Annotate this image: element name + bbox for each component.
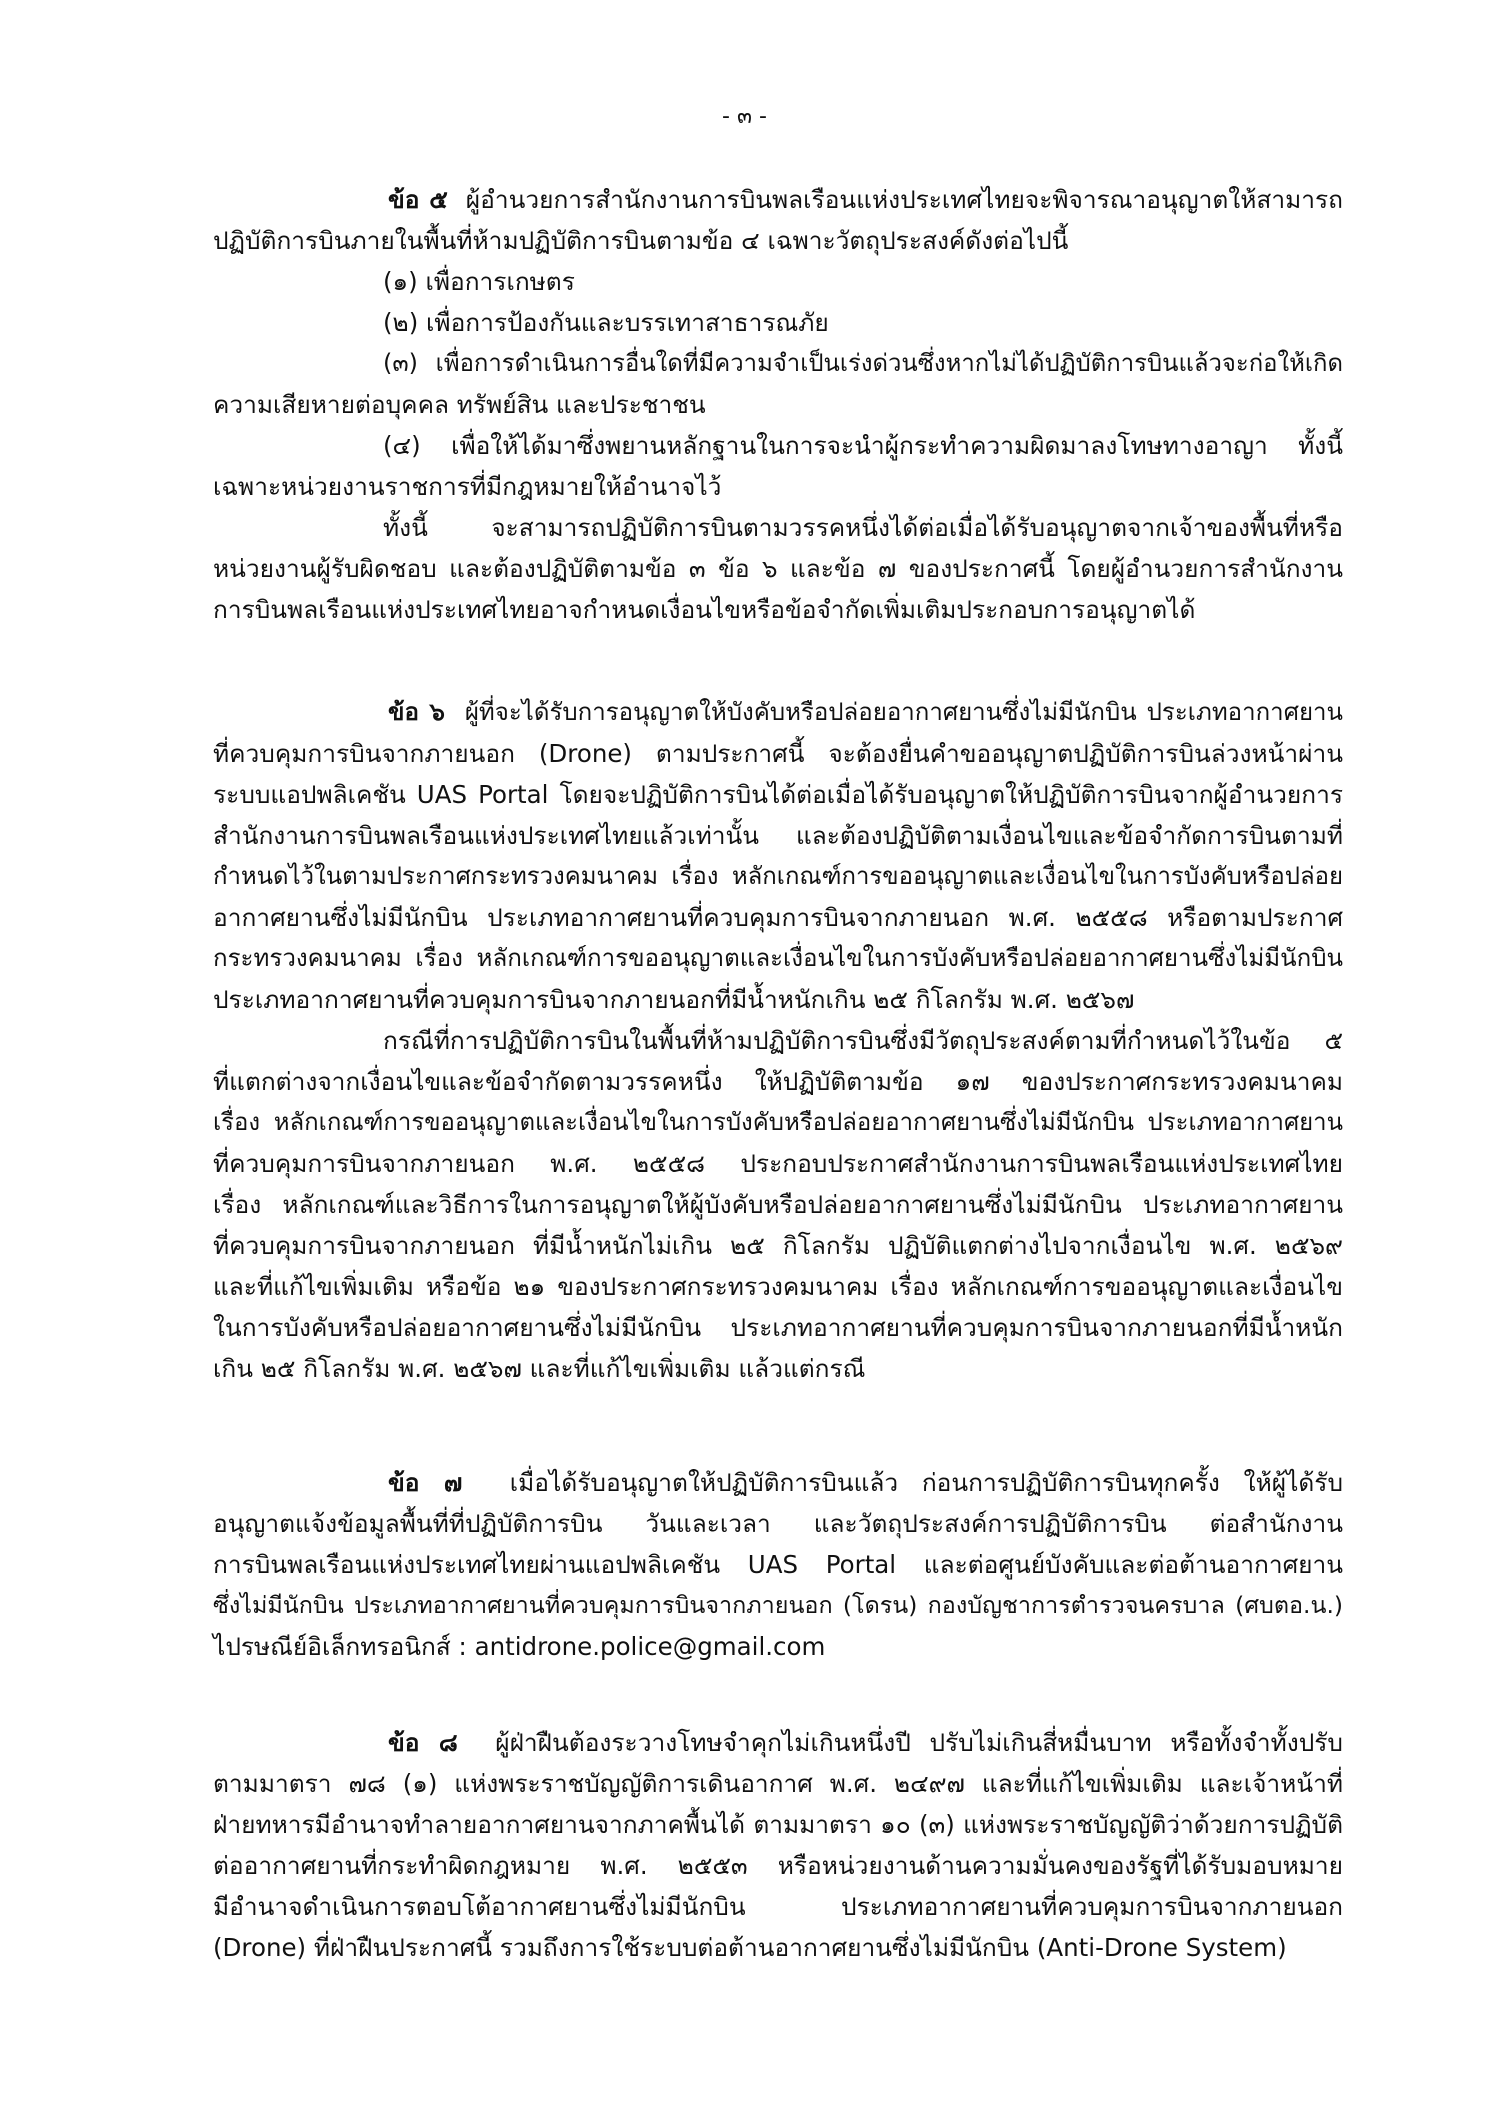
text-line: การบินพลเรือนแห่งประเทศไทยอาจกำหนดเงื่อนไขหรือข้อจำกัดเพิ่มเติมประกอบการอนุญาตได้ — [213, 595, 1196, 624]
text-line: ในการบังคับหรือปล่อยอากาศยานซึ่งไม่มีนักบิน ประเภทอากาศยานที่ควบคุมการบินจากภายนอกที่มีน้ำหนัก — [213, 1313, 1343, 1342]
text-line: ที่ควบคุมการบินจากภายนอก (Drone) ตามประกาศนี้ จะต้องยื่นคำขออนุญาตปฏิบัติการบินล่วงหน้าผ่าน — [213, 739, 1343, 768]
clause-8 — [213, 1722, 1343, 1968]
text-line: (๔) เพื่อให้ได้มาซึ่งพยานหลักฐานในการจะนำผู้กระทำความผิดมาลงโทษทางอาญา ทั้งนี้ — [383, 431, 1343, 460]
text-line: เรื่อง หลักเกณฑ์การขออนุญาตและเงื่อนไขในการบังคับหรือปล่อยอากาศยานซึ่งไม่มีนักบิน ประเภทอากาศยาน — [213, 1108, 1343, 1136]
text-line: กำหนดไว้ในตามประกาศกระทรวงคมนาคม เรื่อง หลักเกณฑ์การขออนุญาตและเงื่อนไขในการบังคับหรือปล่อย — [213, 862, 1343, 890]
text-line: ข้อ ๘ ผู้ฝ่าฝืนต้องระวางโทษจำคุกไม่เกินหนึ่งปี ปรับไม่เกินสี่หมื่นบาท หรือทั้งจำทั้งปรับ — [388, 1728, 1343, 1757]
text-line: ข้อ ๖ ผู้ที่จะได้รับการอนุญาตให้บังคับหรือปล่อยอากาศยานซึ่งไม่มีนักบิน ประเภทอากาศยาน — [388, 698, 1343, 726]
text-line: ซึ่งไม่มีนักบิน ประเภทอากาศยานที่ควบคุมการบินจากภายนอก (โดรน) กองบัญชาการตำรวจนครบาล (ศบตอ.น.) — [213, 1591, 1343, 1619]
clause-label: ข้อ ๘ — [388, 1728, 458, 1757]
clause-5 — [213, 179, 1343, 630]
text-line: เรื่อง หลักเกณฑ์และวิธีการในการอนุญาตให้ผู้บังคับหรือปล่อยอากาศยานซึ่งไม่มีนักบิน ประเภทอากาศยาน — [213, 1190, 1343, 1219]
text-line: ระบบแอปพลิเคชัน UAS Portal โดยจะปฏิบัติการบินได้ต่อเมื่อได้รับอนุญาตให้ปฏิบัติการบินจากผู้อำนวยการ — [213, 780, 1343, 809]
text-line: กระทรวงคมนาคม เรื่อง หลักเกณฑ์การขออนุญาตและเงื่อนไขในการบังคับหรือปล่อยอากาศยานซึ่งไม่มีนักบิน — [213, 944, 1343, 972]
clause-label: ข้อ ๖ — [388, 698, 445, 726]
text-line: ข้อ ๗ เมื่อได้รับอนุญาตให้ปฏิบัติการบินแล้ว ก่อนการปฏิบัติการบินทุกครั้ง ให้ผู้ได้รับ — [388, 1468, 1344, 1497]
text-line: สำนักงานการบินพลเรือนแห่งประเทศไทยแล้วเท่านั้น และต้องปฏิบัติตามเงื่อนไขและข้อจำกัดการบินตามที่ — [213, 821, 1343, 850]
text-line: ข้อ ๕ ผู้อำนวยการสำนักงานการบินพลเรือนแห่งประเทศไทยจะพิจารณาอนุญาตให้สามารถ — [388, 185, 1343, 214]
text-line: ต่ออากาศยานที่กระทำผิดกฎหมาย พ.ศ. ๒๕๕๓ หรือหน่วยงานด้านความมั่นคงของรัฐที่ได้รับมอบหมาย — [213, 1851, 1343, 1880]
clause-label: ข้อ ๕ — [388, 185, 448, 214]
text-line: (๒) เพื่อการป้องกันและบรรเทาสาธารณภัย — [383, 308, 829, 337]
text-line: ตามมาตรา ๗๘ (๑) แห่งพระราชบัญญัติการเดินอากาศ พ.ศ. ๒๔๙๗ และที่แก้ไขเพิ่มเติม และเจ้าหน้าที่ — [213, 1769, 1343, 1798]
clause-6 — [213, 692, 1343, 1389]
text-line: กรณีที่การปฏิบัติการบินในพื้นที่ห้ามปฏิบัติการบินซึ่งมีวัตถุประสงค์ตามที่กำหนดไว้ในข้อ ๕ — [383, 1026, 1343, 1055]
text-line: เกิน ๒๕ กิโลกรัม พ.ศ. ๒๕๖๗ และที่แก้ไขเพิ่มเติม แล้วแต่กรณี — [213, 1354, 866, 1383]
text-line: ฝ่ายทหารมีอำนาจทำลายอากาศยานจากภาคพื้นได้ ตามมาตรา ๑๐ (๓) แห่งพระราชบัญญัติว่าด้วยการปฏิบัติ — [213, 1810, 1343, 1839]
text-line: อากาศยานซึ่งไม่มีนักบิน ประเภทอากาศยานที่ควบคุมการบินจากภายนอก พ.ศ. ๒๕๕๘ หรือตามประกาศ — [213, 903, 1343, 932]
clause-7 — [213, 1462, 1343, 1667]
text-line: ที่ควบคุมการบินจากภายนอก ที่มีน้ำหนักไม่เกิน ๒๕ กิโลกรัม ปฏิบัติแตกต่างไปจากเงื่อนไข พ.ศ. ๒๕๖๙ — [213, 1231, 1343, 1260]
text-line: เฉพาะหน่วยงานราชการที่มีกฎหมายให้อำนาจไว้ — [213, 472, 722, 501]
page-number: - ๓ - — [722, 104, 767, 129]
text-line: ความเสียหายต่อบุคคล ทรัพย์สิน และประชาชน — [213, 390, 706, 419]
text-line: มีอำนาจดำเนินการตอบโต้อากาศยานซึ่งไม่มีนักบิน ประเภทอากาศยานที่ควบคุมการบินจากภายนอก — [213, 1892, 1343, 1921]
text-line: (๑) เพื่อการเกษตร — [383, 267, 575, 296]
text-line: ทั้งนี้ จะสามารถปฏิบัติการบินตามวรรคหนึ่งได้ต่อเมื่อได้รับอนุญาตจากเจ้าของพื้นที่หรือ — [383, 513, 1343, 542]
text-line: (๓) เพื่อการดำเนินการอื่นใดที่มีความจำเป็นเร่งด่วนซึ่งหากไม่ได้ปฏิบัติการบินแล้วจะก่อให้เกิด — [383, 349, 1343, 377]
clause-label: ข้อ ๗ — [388, 1468, 463, 1497]
text-line: และที่แก้ไขเพิ่มเติม หรือข้อ ๒๑ ของประกาศกระทรวงคมนาคม เรื่อง หลักเกณฑ์การขออนุญาตและเงื่อนไข — [213, 1272, 1343, 1301]
email-line: ไปรษณีย์อิเล็กทรอนิกส์ : antidrone.police@gmail.com — [213, 1632, 826, 1661]
text-line: การบินพลเรือนแห่งประเทศไทยผ่านแอปพลิเคชัน UAS Portal และต่อศูนย์บังคับและต่อต้านอากาศยาน — [213, 1550, 1343, 1579]
text-line: (Drone) ที่ฝ่าฝืนประกาศนี้ รวมถึงการใช้ระบบต่อต้านอากาศยานซึ่งไม่มีนักบิน (Anti-Drone System) — [213, 1933, 1287, 1962]
text-line: อนุญาตแจ้งข้อมูลพื้นที่ที่ปฏิบัติการบิน วันและเวลา และวัตถุประสงค์การปฏิบัติการบิน ต่อสำนักงาน — [213, 1509, 1343, 1538]
text-line: หน่วยงานผู้รับผิดชอบ และต้องปฏิบัติตามข้อ ๓ ข้อ ๖ และข้อ ๗ ของประกาศนี้ โดยผู้อำนวยการสำนักงาน — [213, 554, 1343, 583]
text-line: ที่แตกต่างจากเงื่อนไขและข้อจำกัดตามวรรคหนึ่ง ให้ปฏิบัติตามข้อ ๑๗ ของประกาศกระทรวงคมนาคม — [213, 1067, 1343, 1096]
text-line: ที่ควบคุมการบินจากภายนอก พ.ศ. ๒๕๕๘ ประกอบประกาศสำนักงานการบินพลเรือนแห่งประเทศไทย — [213, 1149, 1343, 1178]
text-line: ปฏิบัติการบินภายในพื้นที่ห้ามปฏิบัติการบินตามข้อ ๔ เฉพาะวัตถุประสงค์ดังต่อไปนี้ — [213, 226, 1069, 255]
text-line: ประเภทอากาศยานที่ควบคุมการบินจากภายนอกที่มีน้ำหนักเกิน ๒๕ กิโลกรัม พ.ศ. ๒๕๖๗ — [213, 985, 1135, 1014]
